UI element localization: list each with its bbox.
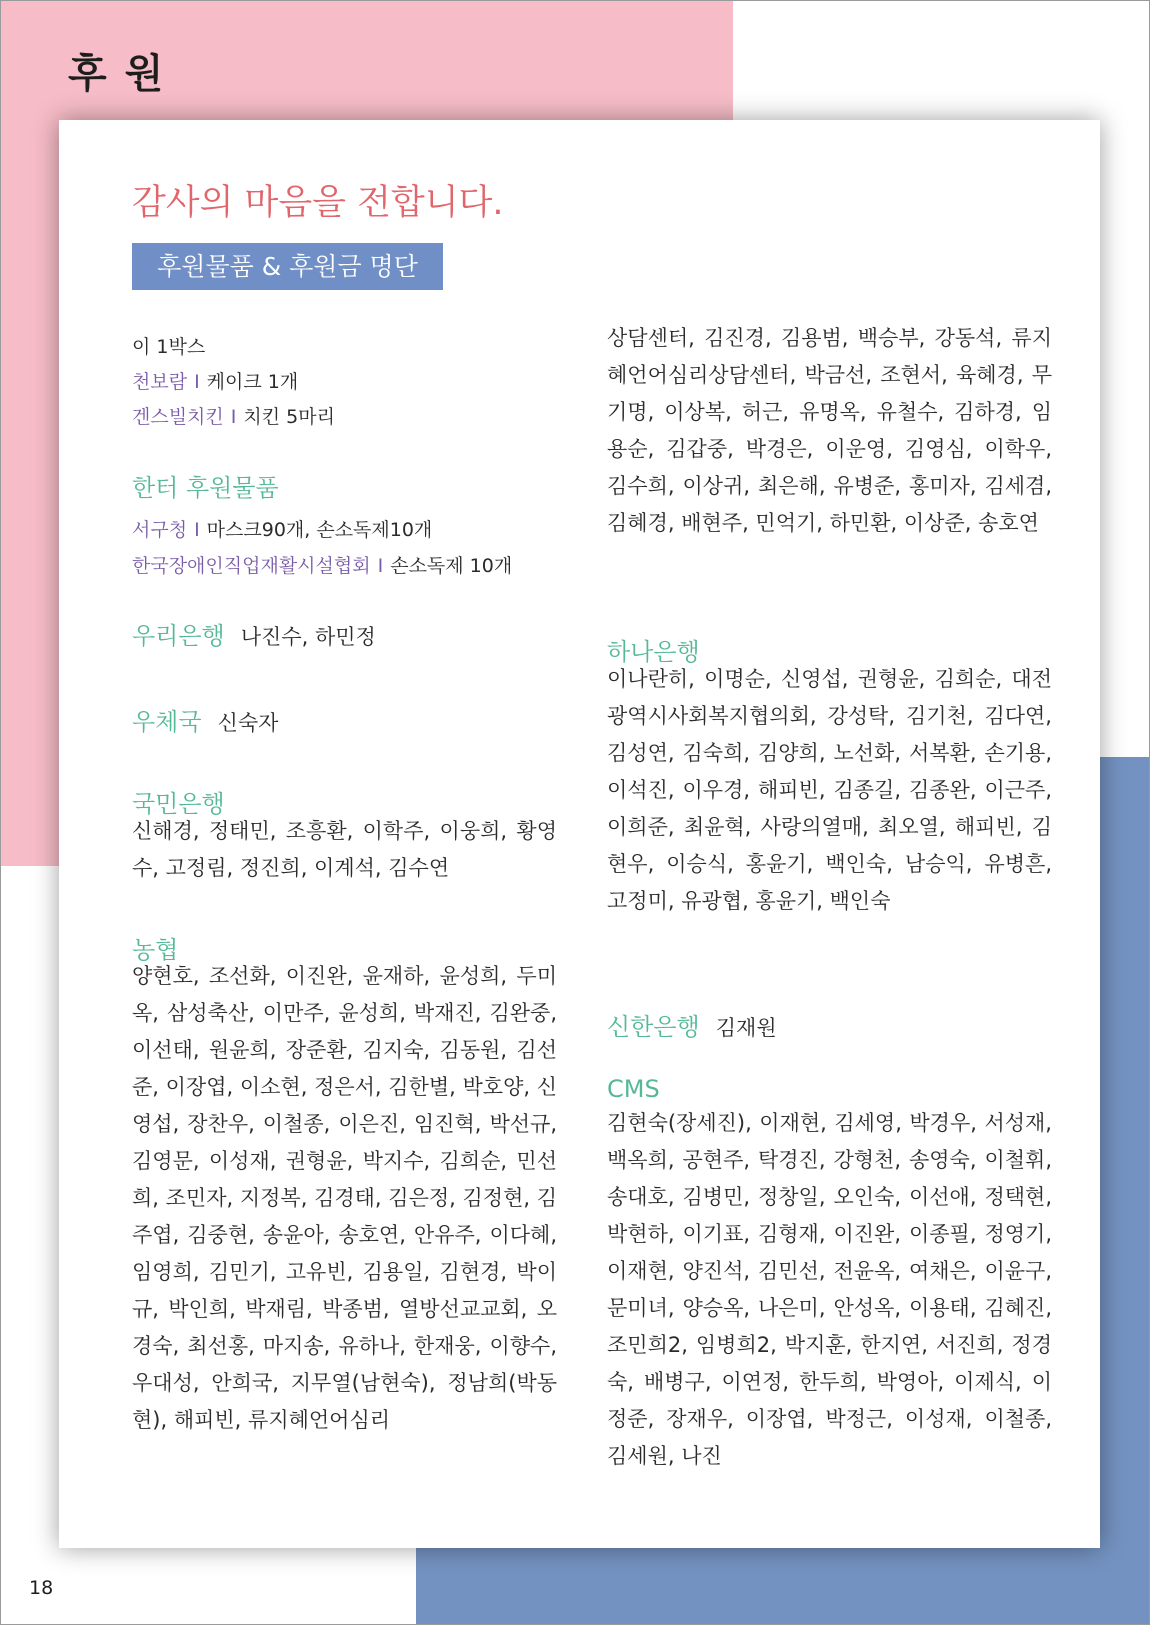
- nonghyup-donor-names: 양현호, 조선화, 이진완, 윤재하, 윤성희, 두미옥, 삼성축산, 이만주, 윤성희, 박재진, 김완중, 이선태, 원윤희, 장준환, 김지숙, 김동원, 김선준, 이장엽, 이소현, 정은서, 김한별, 박호양, 신영섭, 장찬우, 이철종, 이은진, 임진혁, 박선규, 김영문, 이성재, 권형윤, 박지수, 김희순, 민선희, 조민자, 지정복, 김경태, 김은정, 김정현, 김주엽, 김중현, 송윤아, 송호연, 안유주, 이다혜, 임영희, 김민기, 고유빈, 김용일, 김현경, 박이규, 박인희, 박재림, 박종범, 열방선교교회, 오경숙, 최선홍, 마지송, 유하나, 한재웅, 이향수, 우대성, 안희국, 지무열(남현숙), 정남희(박동현), 해피빈, 류지혜언어심리: [132, 964, 557, 1432]
- heading-post: [132, 702, 278, 737]
- donor-org: 한국장애인직업재활시설협회: [132, 555, 371, 577]
- heading-nonghyup: 농협: [132, 936, 179, 964]
- heading-cms: CMS: [607, 1075, 660, 1103]
- heading-kookmin: 국민은행: [132, 790, 225, 818]
- item-text: 이 1박스: [132, 336, 206, 358]
- heading-hanter: 한터 후원물품: [132, 474, 279, 502]
- item-text: 케이크 1개: [206, 371, 299, 393]
- sponsor-card: [59, 120, 1100, 1548]
- donor-org: 천보람: [132, 371, 188, 393]
- item-line: [132, 515, 432, 542]
- donor-org: 겐스빌치킨: [132, 406, 224, 428]
- page-number: 18: [29, 1577, 54, 1599]
- hana-donor-names: 이나란히, 이명순, 신영섭, 권형윤, 김희순, 대전광역시사회복지협의회, 강성탁, 김기천, 김다연, 김성연, 김숙희, 김양희, 노선화, 서복환, 손기용, 이석진, 이우경, 해피빈, 김종길, 김종완, 이근주, 이희준, 최윤혁, 사랑의열매, 최오열, 해피빈, 김현우, 이승식, 홍윤기, 백인숙, 남승익, 유병흔, 고정미, 유광협, 홍윤기, 백인숙: [607, 667, 1052, 913]
- cms-donor-names: 김현숙(장세진), 이재현, 김세영, 박경우, 서성재, 백옥희, 공현주, 탁경진, 강형천, 송영숙, 이철휘, 송대호, 김병민, 정창일, 오인숙, 이선애, 정택현, 박현하, 이기표, 김형재, 이진완, 이종필, 정영기, 이재현, 양진석, 김민선, 전윤옥, 여채은, 이윤구, 문미녀, 양승옥, 나은미, 안성옥, 이용태, 김혜진, 조민희2, 임병희2, 박지훈, 한지연, 서진희, 정경숙, 배병구, 이연정, 한두희, 박영아, 이제식, 이정준, 장재우, 이장엽, 박정근, 이성재, 이철종, 김세원, 나진: [607, 1111, 1052, 1468]
- thanks-headline: 감사의 마음을 전합니다.: [132, 183, 504, 223]
- kookmin-donor-names: 신해경, 정태민, 조흥환, 이학주, 이웅희, 황영수, 고정림, 정진희, 이계석, 김수연: [132, 819, 557, 880]
- donor-names: 김재원: [715, 1016, 777, 1040]
- item-text: 손소독제 10개: [390, 555, 513, 577]
- separator: I: [194, 519, 200, 541]
- separator: I: [194, 371, 200, 393]
- heading-woori: [132, 616, 376, 651]
- item-line: [132, 551, 512, 578]
- donor-names: 신숙자: [217, 711, 279, 735]
- item-line: [132, 402, 335, 429]
- item-line: [132, 367, 298, 394]
- heading-hana: 하나은행: [607, 638, 700, 666]
- nonghyup-donor-names-cont: 상담센터, 김진경, 김용범, 백승부, 강동석, 류지혜언어심리상담센터, 박금선, 조현서, 육혜경, 무기명, 이상복, 허근, 유명옥, 유철수, 김하경, 임용순, 김갑중, 박경은, 이운영, 김영심, 이학우, 김수희, 이상귀, 최은해, 유병준, 홍미자, 김세겸, 김혜경, 배현주, 민억기, 하민환, 이상준, 송호연: [607, 326, 1052, 535]
- heading-shinhan: [607, 1007, 777, 1042]
- page-section-title: 후 원: [68, 51, 166, 97]
- item-line: [132, 332, 205, 359]
- heading-label: 신한은행: [607, 1013, 700, 1041]
- separator: I: [230, 406, 237, 428]
- item-text: 마스크90개, 손소독제10개: [206, 519, 433, 541]
- heading-label: 우리은행: [132, 622, 225, 650]
- donor-org: 서구청: [132, 519, 188, 541]
- item-text: 치킨 5마리: [243, 406, 335, 428]
- heading-label: 우체국: [132, 708, 202, 736]
- separator: I: [377, 555, 384, 577]
- donor-list-banner: 후원물품 & 후원금 명단: [132, 243, 443, 290]
- donor-names: 나진수, 하민정: [240, 625, 376, 649]
